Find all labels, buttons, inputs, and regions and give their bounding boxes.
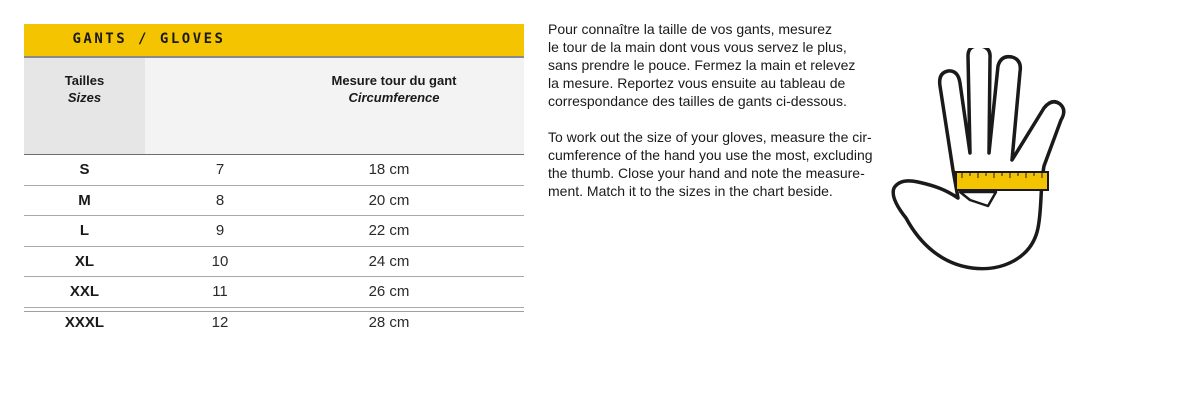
- cell-circumference: 24 cm: [368, 252, 410, 270]
- cell-number: 10: [211, 252, 229, 270]
- table-row: [24, 307, 524, 338]
- table-row: [24, 246, 524, 277]
- table-row: [24, 185, 524, 216]
- instruction-line: cumference of the hand you use the most, excluding: [548, 147, 873, 163]
- instruction-line: le tour de la main dont vous vous servez le plus,: [548, 39, 847, 55]
- instructions-french: [548, 20, 893, 110]
- glove-size-table: [24, 24, 524, 331]
- cell-number: 9: [215, 222, 225, 239]
- instruction-line: To work out the size of your gloves, measure the cir-: [548, 129, 872, 145]
- table-row: [24, 154, 524, 185]
- table-body: [24, 154, 524, 337]
- cell-size: S: [79, 161, 90, 178]
- cell-size: XXL: [69, 283, 100, 300]
- cell-circumference: 28 cm: [368, 313, 410, 331]
- cell-size: M: [78, 191, 91, 209]
- cell-number: 8: [215, 191, 225, 209]
- cell-circumference: 26 cm: [368, 283, 410, 300]
- instructions-english: [548, 128, 893, 200]
- cell-number: 12: [211, 313, 229, 331]
- instruction-line: correspondance des tailles de gants ci-dessous.: [548, 93, 847, 109]
- cell-size: XL: [74, 252, 95, 270]
- cell-size: XXXL: [64, 313, 105, 331]
- cell-circumference: 22 cm: [368, 222, 410, 239]
- cell-circumference: 18 cm: [368, 161, 410, 178]
- header-measure: [274, 72, 514, 106]
- table-row: [24, 215, 524, 246]
- table-row: [24, 276, 524, 307]
- cell-number: 11: [212, 283, 228, 300]
- table-header: [24, 58, 524, 154]
- header-size-fr: Tailles: [64, 73, 105, 88]
- sizing-instructions: [548, 20, 893, 200]
- header-measure-fr: Mesure tour du gant: [331, 73, 457, 88]
- header-measure-en: Circumference: [348, 90, 440, 105]
- cell-circumference: 20 cm: [368, 191, 410, 209]
- instruction-line: the thumb. Close your hand and note the measure-: [548, 165, 865, 181]
- cell-size: L: [79, 222, 90, 239]
- cell-number: 7: [215, 161, 225, 178]
- header-size: [24, 72, 145, 106]
- instruction-line: la mesure. Reportez vous ensuite au tableau de: [548, 75, 846, 91]
- instruction-line: sans prendre le pouce. Fermez la main et relevez: [548, 57, 856, 73]
- instruction-line: ment. Match it to the sizes in the chart beside.: [548, 183, 833, 199]
- hand-measure-icon: [890, 48, 1070, 278]
- table-title: GANTS / GLOVES: [72, 31, 226, 47]
- header-size-en: Sizes: [67, 90, 102, 105]
- instruction-line: Pour connaître la taille de vos gants, mesurez: [548, 21, 833, 37]
- table-banner: [24, 24, 524, 58]
